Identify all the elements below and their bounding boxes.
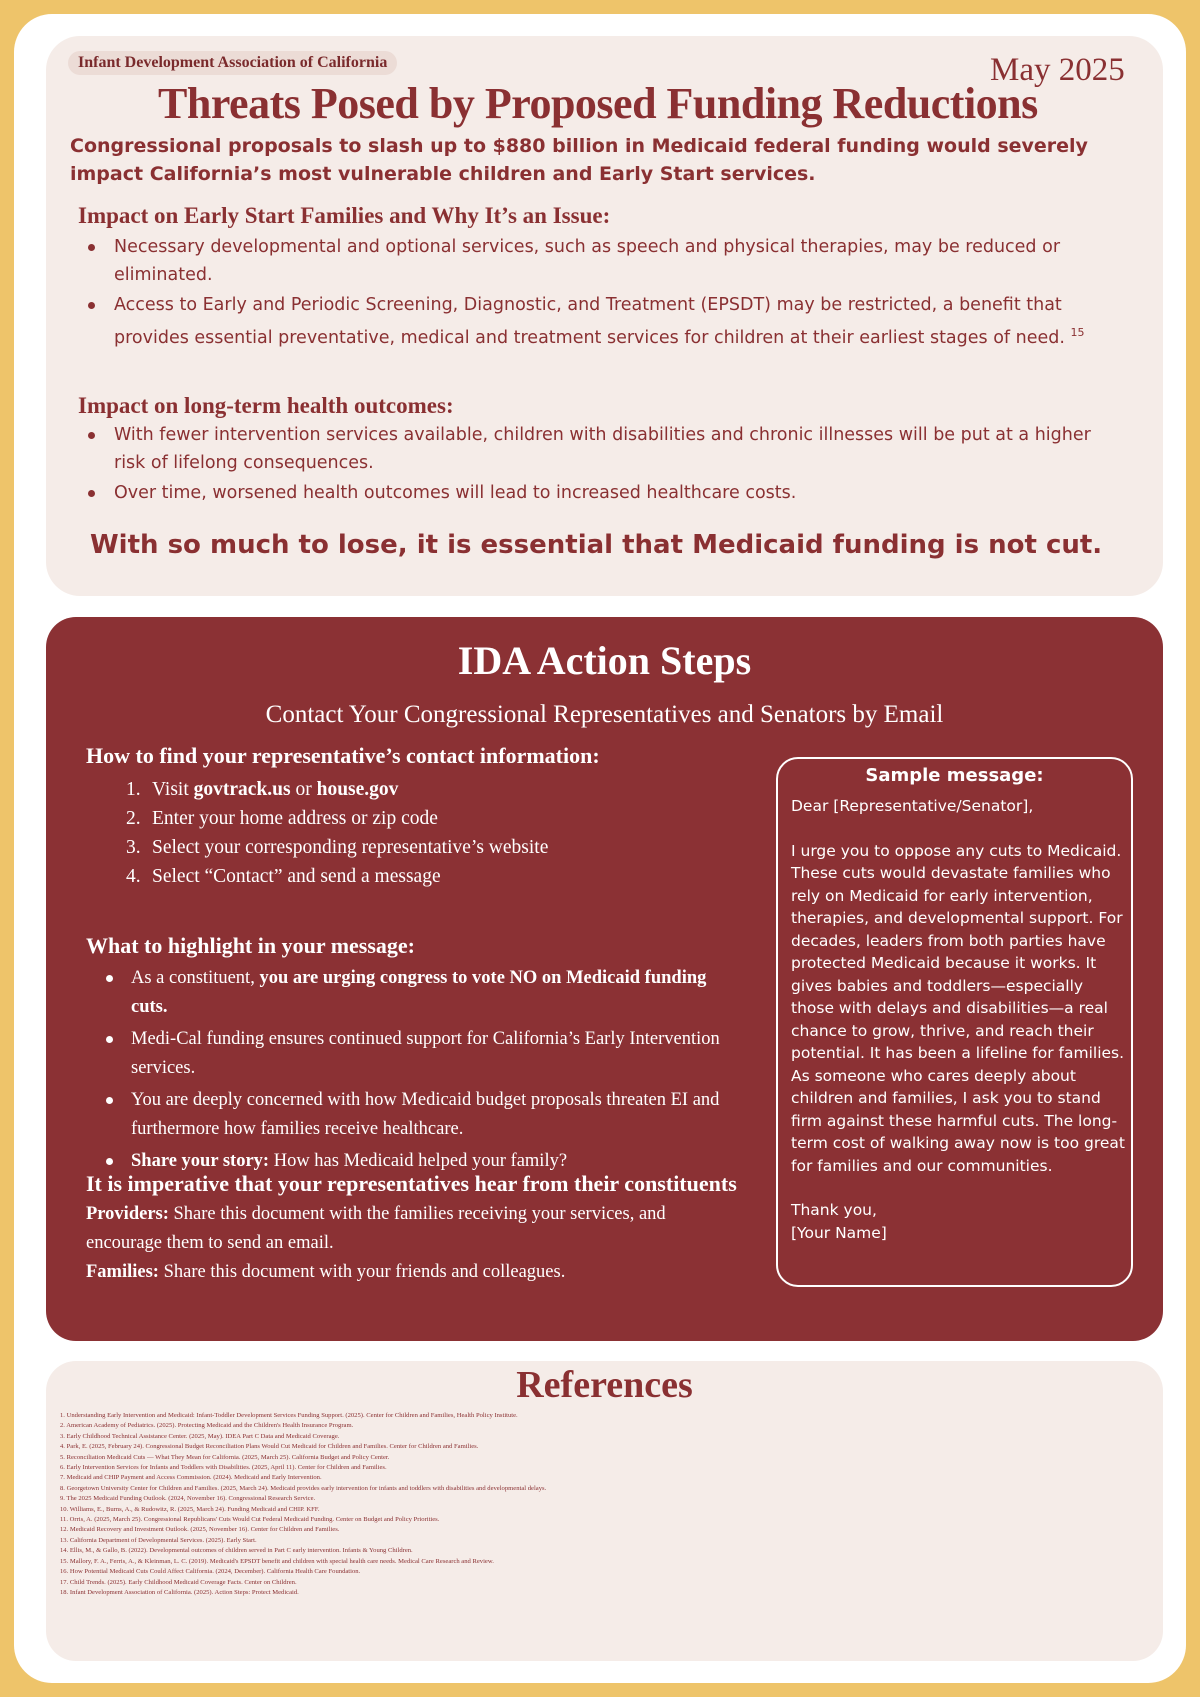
reference-item[interactable]: 18. Infant Development Association of California. (2025). Action Steps: Protect Medicaid. [60,1588,299,1596]
list-item: As a constituent, you are urging congress to vote NO on Medicaid funding cuts. [98,964,738,1022]
reference-item[interactable]: 17. Child Trends. (2025). Early Childhood Medicaid Coverage Facts. Center on Children. [60,1578,297,1586]
sample-paragraph: I urge you to oppose any cuts to Medicaid. These cuts would devastate families who rely on Medicaid for early intervention, therapies, and developmental support. For decades, leaders from both parties have protected Medicaid because it works. It gives babies and toddlers—especially those with delays and disabilities—a real chance to grow, thrive, and reach their potential. It has been a lifeline for families. As someone who cares deeply about children and families, I ask you to stand firm against these harmful cuts. The long-term cost of walking away now is too great for families and our communities. [791,841,1125,1175]
list-item: Necessary developmental and optional services, such as speech and physical therapies, may be reduced or eliminated. [82,233,1102,289]
reference-item[interactable]: 1. Understanding Early Intervention and Medicaid: Infant-Toddler Development Services Funding Support. (2025). Center for Children and Families, Health Policy Institute. [60,1412,518,1419]
intro-text: Congressional proposals to slash up to $880 billion in Medicaid federal funding would severely impact California’s most vulnerable children and Early Start services. [70,135,1088,185]
govtrack-link[interactable]: govtrack.us [193,779,291,800]
long-term-list [82,421,1102,509]
sample-name: [Your Name] [791,1223,887,1242]
early-start-heading: Impact on Early Start Families and Why It’s an Issue: [78,203,611,228]
families-text: Families: Share this document with your friends and colleagues. [86,1262,566,1282]
step-item: 3. Select your corresponding representative’s website [126,837,549,858]
action-title: IDA Action Steps [457,638,752,683]
long-term-heading: Impact on long-term health outcomes: [78,393,454,418]
reference-item[interactable]: 3. Early Childhood Technical Assistance Center. (2025, May). IDEA Part C Data and Medicaid Coverage. [60,1432,340,1440]
reference-item[interactable]: 5. Reconciliation Medicaid Cuts — What They Mean for California. (2025, March 25). California Budget and Policy Center. [60,1453,390,1461]
action-subtitle: Contact Your Congressional Representatives and Senators by Email [265,701,944,728]
house-gov-link[interactable]: house.gov [316,779,399,800]
steps-list [126,775,548,891]
imperative-heading: It is imperative that your representatives hear from their constituents [86,1171,737,1196]
highlight-list [98,964,738,1179]
reference-item[interactable]: 6. Early Intervention Services for Infants and Toddlers with Disabilities. (2025, April 11). Center for Children and Families. [60,1464,387,1472]
sample-greeting: Dear [Representative/Senator], [791,797,1034,815]
sample-message-title: Sample message: [865,765,1044,786]
reference-item[interactable]: 11. Orris, A. (2025, March 25). Congressional Republicans' Cuts Would Cut Federal Medicaid Funding. Center on Budget and Policy Priorities. [60,1516,440,1524]
early-start-list [82,233,1102,354]
list-item: Over time, worsened health outcomes will lead to increased healthcare costs. [82,479,1102,507]
references-title: References [516,1364,693,1406]
step-item: 4. Select “Contact” and send a message [126,866,441,887]
action-panel [46,617,1163,1341]
footnote-ref: 15 [1070,326,1085,339]
references-panel [46,1361,1163,1661]
sample-message-body [791,795,1131,1244]
list-item: Share your story: How has Medicaid helped your family? [98,1147,738,1176]
reference-item[interactable]: 14. Ellis, M., & Gallo, B. (2022). Developmental outcomes of children served in Part C early intervention. Infants & Young Children. [60,1547,413,1555]
reference-item[interactable]: 12. Medicaid Recovery and Investment Outlook. (2025, November 16). Center for Children and Families. [60,1526,340,1534]
list-item: With fewer intervention services available, children with disabilities and chronic illnesses will be put at a higher risk of lifelong consequences. [82,421,1102,477]
publication-date: May 2025 [990,52,1125,88]
closing-statement: With so much to lose, it is essential that Medicaid funding is not cut. [90,530,1103,560]
sample-message-box [776,757,1133,1287]
org-badge: Infant Development Association of California [68,51,397,75]
reference-item[interactable]: 8. Georgetown University Center for Children and Families. (2025, March 24). Medicaid provides early intervention for infants and toddlers with disabilities and developmental delays. [60,1484,547,1492]
list-item: Medi-Cal funding ensures continued support for California’s Early Intervention services. [98,1025,738,1083]
sample-signoff: Thank you, [791,1201,877,1219]
step-item: 1. Visit govtrack.us or house.gov [126,779,399,800]
list-item: Access to Early and Periodic Screening, Diagnostic, and Treatment (EPSDT) may be restricted, a benefit that provides essential preventative, medical and treatment services for children at their earliest stages of need. $^{15}$ [82,291,1102,352]
reference-item[interactable]: 2. American Academy of Pediatrics. (2025). Protecting Medicaid and the Children's Health Insurance Program. [60,1422,354,1430]
find-rep-heading: How to find your representative’s contact information: [86,743,600,768]
providers-text: Providers: Share this document with the families receiving your services, and encourage them to send an email. [86,1204,666,1253]
references-list [60,1411,1150,1598]
reference-item[interactable]: 13. California Department of Developmental Services. (2025). Early Start. [60,1536,257,1544]
highlight-heading: What to highlight in your message: [86,933,416,958]
list-item: You are deeply concerned with how Medicaid budget proposals threaten EI and furthermore how families receive healthcare. [98,1086,738,1144]
reference-item[interactable]: 4. Park, E. (2025, February 24). Congressional Budget Reconciliation Plans Would Cut Medicaid for Children and Families. Center for Children and Families. [60,1443,479,1451]
reference-item[interactable]: 16. How Potential Medicaid Cuts Could Affect California. (2024, December). California Health Care Foundation. [60,1568,361,1576]
reference-item[interactable]: 9. The 2025 Medicaid Funding Outlook. (2024, November 16). Congressional Research Service. [60,1495,316,1503]
page-title: Threats Posed by Proposed Funding Reductions [158,79,1038,128]
reference-item[interactable]: 7. Medicaid and CHIP Payment and Access Commission. (2024). Medicaid and Early Intervention. [60,1474,322,1482]
reference-item[interactable]: 10. Williams, E., Burns, A., & Rudowitz, R. (2025, March 24). Funding Medicaid and CHIP. KFF. [60,1505,320,1513]
reference-item[interactable]: 15. Mallory, F. A., Ferris, A., & Kleinman, L. C. (2019). Medicaid's EPSDT benefit and children with special health care needs. Medical Care Research and Review. [60,1557,494,1565]
step-item: 2. Enter your home address or zip code [126,808,438,829]
